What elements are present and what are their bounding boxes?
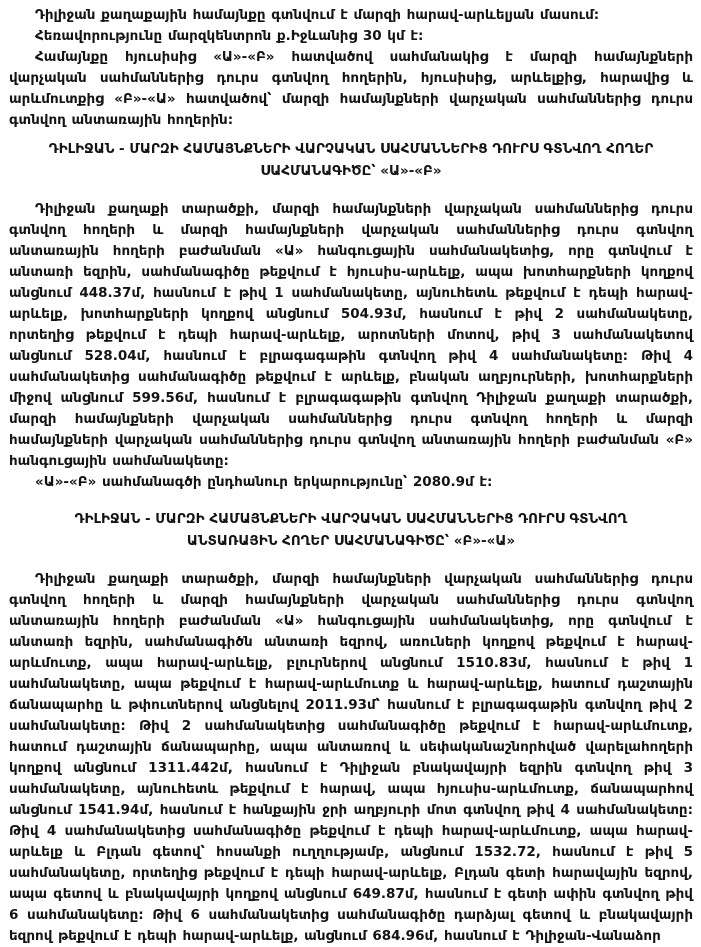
boundary-description-a-b: Դիլիջան քաղաքի տարածքի, մարզի համայնքների վարչական սահմաններից դուրս գտնվող հողերի և մարզի համայնքների վարչական սահմաններից դուրս գտնվող անտառային հողերի բաժանման «Ա» հանգուցային սահմանակետից, որը գտնվում է անտառի եզրին, սահմանագիծը թեքվում է հյուսիս-արևելք, ապա խոտհարքների կողքով անցնում 448.37մ, հասնում է թիվ 1 սահմանակետը, այնուհետև թեքվում է դեպի հարավ-արևելք, խոտհարքների կողքով անցնում 504.93մ, հասնում է թիվ 2 սահմանակետը, որտեղից թեքվում է դեպի հարավ-արևելք, արոտների մոտով, թիվ 3 սահմանակետով անցնում 528.04մ, հասնում է բլրագագաթին գտնվող թիվ 4 սահմանակետը: Թիվ 4 սահմանակետից սահմանագիծը թեքվում է արևելք, բնական աղբյուրների, խոտհարքների միջով անցնում 599.56մ, հասնում է բլրագագաթին գտնվող Դիլիջան քաղաքի տարածքի, մարզի համայնքների վարչական սահմաններից դուրս գտնվող հողերի և մարզի համայնքների վարչական սահմաններից դուրս գտնվող անտառային հողերի բաժանման «Բ» հանգուցային սահմանակետը: bbox=[9, 201, 693, 469]
boundary-description-b-a: Դիլիջան քաղաքի տարածքի, մարզի համայնքների վարչական սահմաններից դուրս գտնվող հողերի և մարզի համայնքների վարչական սահմաններից դուրս գտնվող անտառային հողերի բաժանման «Ա» հանգուցային սահմանակետից, որը գտնվում է անտառի եզրին, սահմանագիծն անտառի եզրով, առուների կողքով թեքվում է հարավ-արևմուտք, ապա հարավ-արևելք, բլուրներով անցնում 1510.83մ, հասնում է թիվ 1 սահմանակետը, ապա թեքվում է հարավ-արևմուտք և հարավ-արևելք, հատում դաշտային ճանապարհը և թփուտներով անցնելով 2011.93մ՝ հասնում է բլրագագաթին գտնվող թիվ 2 սահմանակետը: Թիվ 2 սահմանակետից սահմանագիծը թեքվում է հարավ-արևմուտք, հատում դաշտային ճանապարհը, ապա անտառով և սեփականաշնորհված վարելահողերի կողքով անցնում 1311.442մ, հասնում է Դիլիջան բնակավայրի եզրին գտնվող թիվ 3 սահմանակետը, այնուհետև թեքվում է հարավ, ապա հյուսիս-արևմուտք, ճանապարհով անցնում 1541.94մ, հասնում է հանքային ջրի աղբյուրի մոտ գտնվող թիվ 4 սահմանակետը: Թիվ 4 սահմանակետից սահմանագիծը թեքվում է դեպի հարավ-արևմուտք, ապա հարավ-արևելք և Բլդան գետով՝ հոսանքի ուղղությամբ, անցնում 1532.72, հասնում է թիվ 5 սահմանակետը, որտեղից թեքվում է դեպի հարավ-արևելք, Բլդան գետի հարավային եզրով, ապա գետով և բնակավայրի կողքով անցնում 649.87մ, հասնում է գետի ափին գտնվող թիվ 6 սահմանակետը: Թիվ 6 սահմանակետից սահմանագիծը դարձյալ գետով և բնակավայրի եզրով թեքվում է դեպի հարավ-արևելք, անցնում 684.96մ, հասնում է Դիլիջան-Վանաձոր bbox=[9, 571, 693, 944]
section-heading-lands-a-b: ԴԻԼԻՋԱՆ - ՄԱՐԶԻ ՀԱՄԱՅՆՔՆԵՐԻ ՎԱՐՉԱԿԱՆ ՍԱՀՄԱՆՆԵՐԻՑ ԴՈՒՐՍ ԳՏՆՎՈՂ ՀՈՂԵՐ ՍԱՀՄԱՆԱԳԻԾԸ՝ «Ա»-«Բ» bbox=[48, 141, 654, 179]
intro-paragraph-distance: Հեռավորությունը մարզկենտրոն ք.Իջևանից 30 կմ է: bbox=[35, 28, 424, 44]
section-heading-forest-lands-b-a: ԴԻԼԻՋԱՆ - ՄԱՐԶԻ ՀԱՄԱՅՆՔՆԵՐԻ ՎԱՐՉԱԿԱՆ ՍԱՀՄԱՆՆԵՐԻՑ ԴՈՒՐՍ ԳՏՆՎՈՂ ԱՆՏԱՌԱՅԻՆ ՀՈՂԵՐ ՍԱՀՄԱՆԱԳԻԾԸ՝ «Բ»-«Ա» bbox=[74, 511, 628, 549]
boundary-total-length-a-b: «Ա»-«Բ» սահմանագծի ընդհանուր երկարությունը՝ 2080.9մ է: bbox=[35, 474, 493, 490]
intro-paragraph-adjacency: Համայնքը հյուսիսից «Ա»-«Բ» հատվածով սահմանակից է մարզի համայնքների վարչական սահմաններից դուրս գտնվող հողերին, հյուսիսից, արևելքից, հարավից և արևմուտքից «Բ»-«Ա» հատվածով՝ մարզի համայնքների վարչական սահմաններից դուրս գտնվող անտառային հողերին: bbox=[9, 49, 693, 128]
intro-paragraph-location: Դիլիջան քաղաքային համայնքը գտնվում է մարզի հարավ-արևելյան մասում: bbox=[35, 7, 600, 23]
